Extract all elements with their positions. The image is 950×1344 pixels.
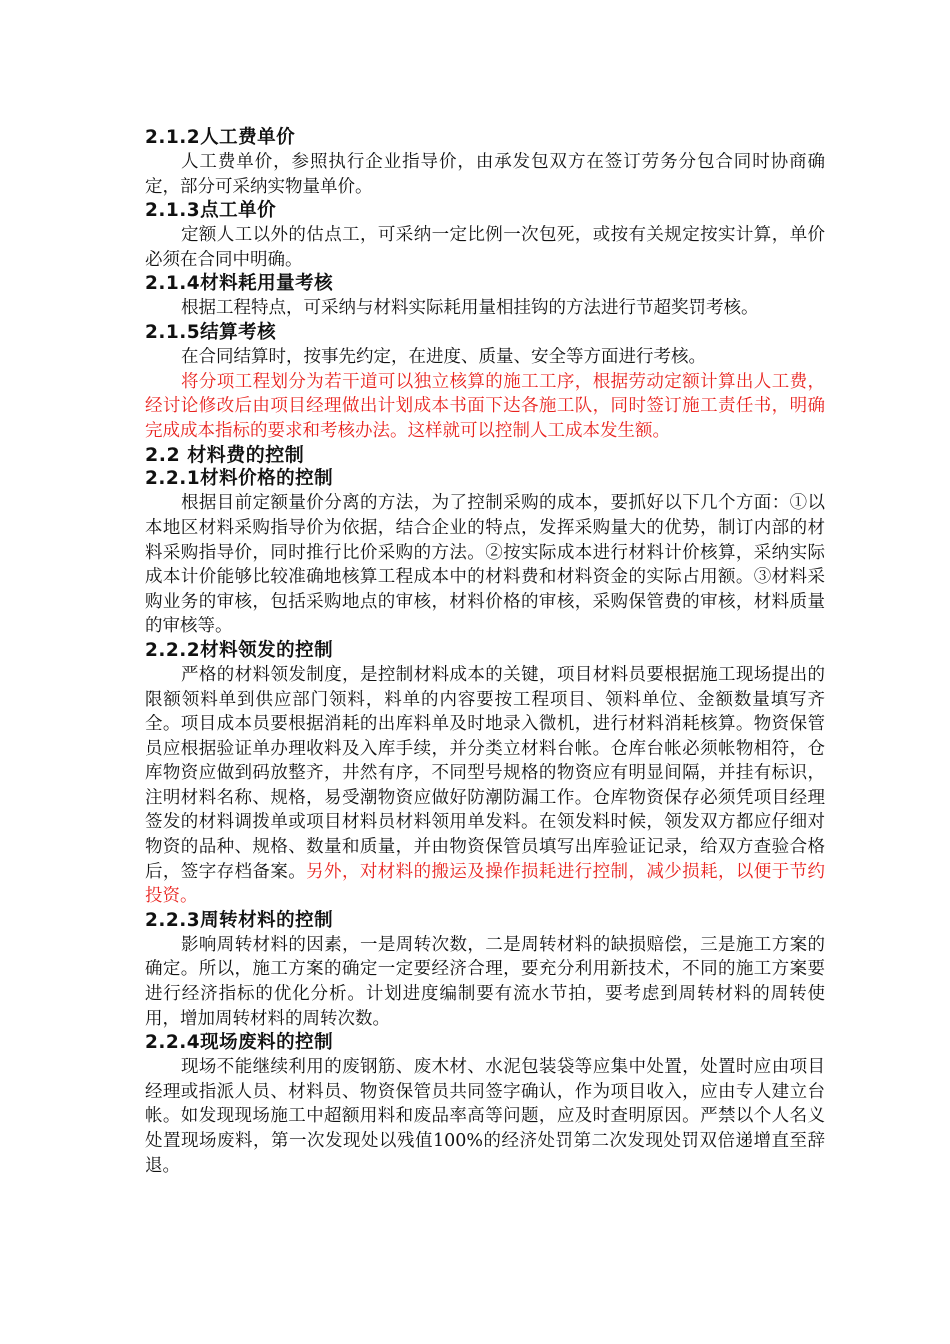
paragraph-2-2-2-highlight: 另外，对材料的搬运及操作损耗进行控制，减少损耗，以便于节约投资。 xyxy=(145,861,826,907)
paragraph-2-2-3: 影响周转材料的因素，一是周转次数，二是周转材料的缺损赔偿，三是施工方案的确定。所以，施工方案的确定一定要经济合理，要充分利用新技术，不同的施工方案要进行经济指标的优化分析。计划进度编制要有流水节拍，要考虑到周转材料的周转使用，增加周转材料的周转次数。 xyxy=(145,934,825,1029)
paragraph-2-2-2-text: 严格的材料领发制度，是控制材料成本的关键，项目材料员要根据施工现场提出的限额领料单到供应部门领料，料单的内容要按工程项目、领料单位、金额数量填写齐全。项目成本员要根据消耗的出库料单及时地录入微机，进行材料消耗核算。物资保管员应根据验证单办理收料及入库手续，并分类立材料台帐。仓库台帐必须帐物相符，仓库物资应做到码放整齐，井然有序，不同型号规格的物资应有明显间隔，并挂有标识，注明材料名称、规格，易受潮物资应做好防潮防漏工作。仓库物资保存必须凭项目经理签发的材料调拨单或项目材料员材料领用单发料。在领发料时候，领发双方都应仔细对物资的品种、规格、数量和质量，并由物资保管员填写出库验证记录，给双方查验合格后，签字存档备案。 xyxy=(145,664,825,882)
paragraph-2-1-4: 根据工程特点，可采纳与材料实际耗用量相挂钩的方法进行节超奖罚考核。 xyxy=(181,298,759,319)
paragraph-2-2-2 xyxy=(145,663,825,909)
paragraph-2-1-2: 人工费单价，参照执行企业指导价，由承发包双方在签订劳务分包合同时协商确定，部分可采纳实物量单价。 xyxy=(145,152,825,197)
heading-2-1-5: 2.1.5结算考核 xyxy=(145,321,277,343)
paragraph-2-1-5: 在合同结算时，按事先约定，在进度、质量、安全等方面进行考核。 xyxy=(181,346,706,367)
paragraph-2-2-1: 根据目前定额量价分离的方法，为了控制采购的成本，要抓好以下几个方面：①以本地区材料采购指导价为依据，结合企业的特点，发挥采购量大的优势，制订内部的材料采购指导价，同时推行比价采购的方法。②按实际成本进行材料计价核算，采纳实际成本计价能够比较准确地核算工程成本中的材料费和材料资金的实际占用额。③材料采购业务的审核，包括采购地点的审核，材料价格的审核，采购保管费的审核，材料质量的审核等。 xyxy=(145,493,825,637)
paragraph-2-1-5-highlight: 将分项工程划分为若干道可以独立核算的施工工序，根据劳动定额计算出人工费，经讨论修改后由项目经理做出计划成本书面下达各施工队，同时签订施工责任书，明确完成成本指标的要求和考核办法。这样就可以控制人工成本发生额。 xyxy=(145,371,825,441)
heading-2-2-2: 2.2.2材料领发的控制 xyxy=(145,639,334,661)
paragraph-2-2-4: 现场不能继续利用的废钢筋、废木材、水泥包装袋等应集中处置，处置时应由项目经理或指派人员、材料员、物资保管员共同签字确认，作为项目收入，应由专人建立台帐。如发现现场施工中超额用料和废品率高等问题，应及时查明原因。严禁以个人名义处置现场废料，第一次发现处以残值100%的经济处罚第二次发现处罚双倍递增直至辞退。 xyxy=(145,1057,825,1176)
heading-2-1-3: 2.1.3点工单价 xyxy=(145,200,277,222)
paragraph-2-1-3: 定额人工以外的估点工，可采纳一定比例一次包死，或按有关规定按实计算，单价必须在合同中明确。 xyxy=(145,225,825,270)
heading-2-1-4: 2.1.4材料耗用量考核 xyxy=(145,273,334,295)
heading-2-2-4: 2.2.4现场废料的控制 xyxy=(145,1032,334,1054)
heading-2-2-1: 2.2.1材料价格的控制 xyxy=(145,468,334,490)
heading-2-2: 2.2 材料费的控制 xyxy=(145,444,305,467)
document-page xyxy=(145,126,825,1178)
heading-2-1-2: 2.1.2人工费单价 xyxy=(145,127,296,148)
heading-2-2-3: 2.2.3周转材料的控制 xyxy=(145,909,334,931)
